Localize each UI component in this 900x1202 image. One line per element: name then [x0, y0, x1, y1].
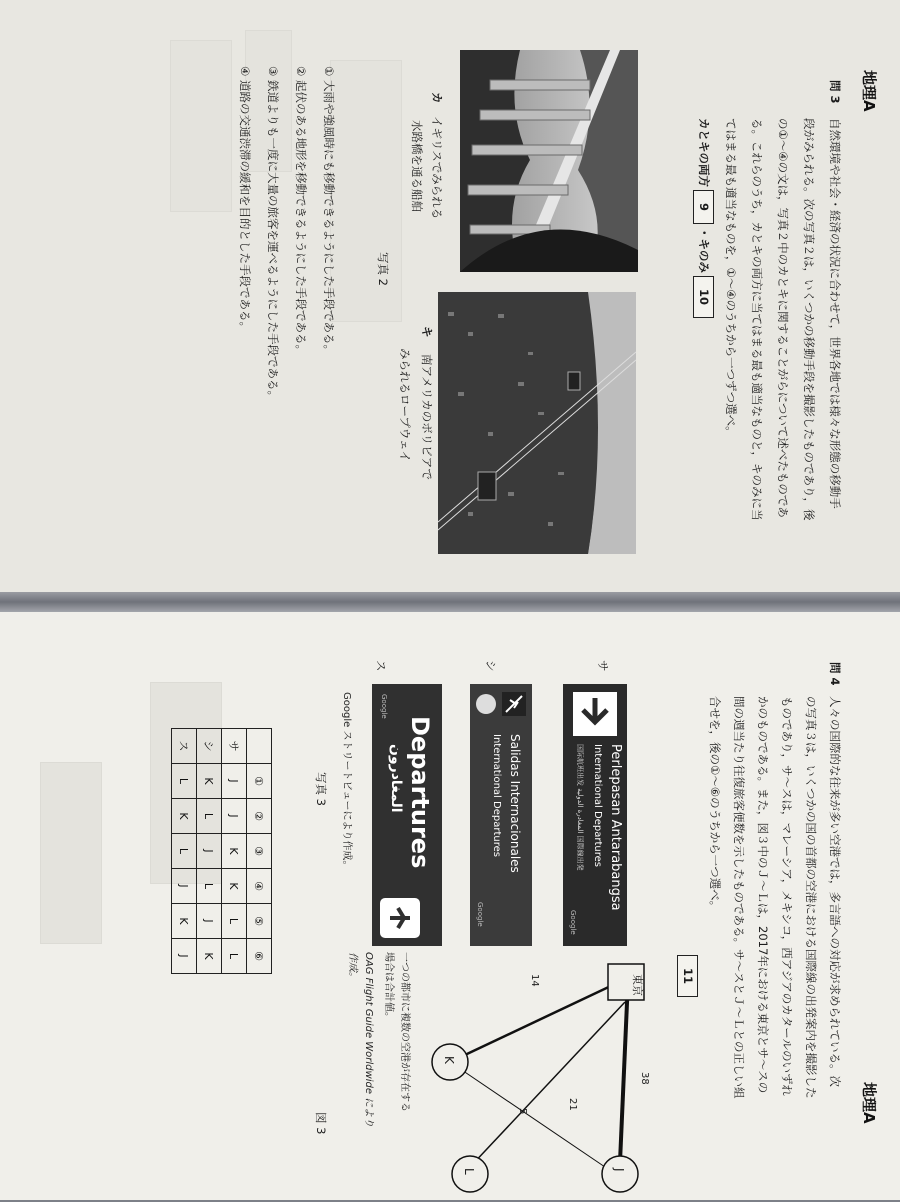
sign-sa-line-3: 国际航班出发 المغادرة الدولية 国際線出発 [576, 744, 584, 871]
answer-line-middle: ・キのみ [697, 227, 711, 274]
figure-note-2: 場合は合計値。 [383, 952, 394, 1022]
table-cell: K [172, 799, 197, 834]
table-row [172, 729, 197, 974]
node-L: L [462, 1168, 476, 1175]
question-line-4: かのものである。また，図３中のＪ～Ｌは，2017年における東京とサ～スの [756, 696, 770, 1094]
departure-sign-shi [470, 684, 532, 946]
option-4-text: 道路の交通渋滞の緩和を目的とした手段である。 [238, 79, 252, 333]
bleed-through-box [40, 762, 102, 944]
exam-page-top [0, 0, 900, 592]
answer-box-11[interactable]: 11 [677, 955, 698, 997]
question-line-1: 自然環境や社会・経済の状況に合わせて，世界各地では様々な形態の移動手 [828, 118, 842, 509]
question-label: 問 3 [828, 80, 842, 104]
table-cell: J [222, 799, 247, 834]
sign-label-sa: サ [596, 660, 610, 672]
question-line-1: 人々の国際的な往来が多い空港では，多言語への対応が求められている。次 [828, 696, 842, 1087]
answer-box-9[interactable]: 9 [693, 190, 714, 224]
page-header: 地理A [860, 70, 878, 112]
binding-gutter [0, 592, 900, 612]
table-cell: J [197, 904, 222, 939]
question-line-4: る。これらのうち，カとキの両方に当てはまる最も適当なものと，キのみに当 [750, 118, 764, 521]
route-network-figure [420, 962, 710, 1202]
table-header-cell [247, 729, 272, 764]
figure-label-photo-2: 写真 2 [376, 252, 390, 286]
figure-source-2: 作成。 [347, 952, 358, 982]
question-line-6: 合せを，後の①～⑥のうちから一つ選べ。 [708, 696, 722, 913]
option-3-number: ③ [266, 66, 280, 77]
question-line-2: 段がみられる。次の写真２は，いくつかの移動手段を撮影したものであり，後 [802, 118, 816, 521]
table-cell: L [172, 834, 197, 869]
sign-sa-line-2: International Departures [592, 744, 603, 867]
table-cell: J [197, 834, 222, 869]
sign-sa-watermark: Google [569, 910, 577, 935]
photo-ki-caption-1: 南アメリカのボリビアで [420, 354, 434, 481]
plane-icon [380, 898, 420, 938]
table-header-cell: ⑥ [247, 939, 272, 974]
table-header-cell: ④ [247, 869, 272, 904]
node-K: K [442, 1056, 456, 1064]
edge-K-J-count: 5 [517, 1108, 528, 1115]
question-line-2: の写真３は，いくつかの国の首都の空港における国際線の出発案内を撮影した [804, 696, 818, 1099]
question-line-3: ものであり，サ～スは，マレーシア，メキシコ，西アジアのカタールのいずれ [780, 696, 794, 1097]
node-tokyo: 東京 [631, 974, 644, 996]
table-cell: K [172, 904, 197, 939]
aqueduct-illustration [460, 50, 638, 272]
exam-page-bottom [0, 612, 900, 1200]
option-2-text: 起伏のある地形を移動できるようにした手段である。 [294, 79, 308, 356]
option-3[interactable] [263, 66, 282, 402]
node-J: J [612, 1168, 626, 1172]
table-cell: J [172, 939, 197, 974]
table-cell: J [172, 869, 197, 904]
sign-sa-line-1: Perlepasan Antarabangsa [608, 744, 623, 911]
photo-ka-marker: カ [430, 92, 444, 104]
table-cell: K [197, 764, 222, 799]
table-header-cell: ① [247, 764, 272, 799]
globe-icon [476, 694, 496, 714]
departure-sign-sa [563, 684, 627, 946]
question-line-3: の①～④の文は，写真２中のカとキに関することがらについて述べたものであ [776, 118, 790, 518]
table-cell: K [222, 834, 247, 869]
plane-icon [573, 692, 617, 736]
figure-label-photo-3: 写真 3 [314, 772, 328, 806]
sign-su-line-2: المغادرون [388, 744, 404, 813]
option-3-text: 鉄道よりも一度に大量の旅客を運べるようにした手段である。 [266, 79, 280, 402]
sign-shi-line-2: International Departures [491, 734, 502, 857]
table-cell: L [172, 764, 197, 799]
table-cell: L [197, 799, 222, 834]
photo-ki-caption-2: みられるロープウェイ [398, 348, 412, 462]
table-cell: L [197, 869, 222, 904]
page-header: 地理A [860, 1082, 878, 1124]
departure-sign-su [372, 684, 442, 946]
option-1-text: 大雨や強風時にも移動できるようにした手段である。 [322, 79, 336, 356]
answer-box-10[interactable]: 10 [693, 276, 714, 318]
answer-line [693, 118, 714, 321]
question-line-5: 間の週当たり往復旅客便数を示したものである。サ～スとＪ～Ｌとの正しい組 [732, 696, 746, 1099]
photo-ropeway [438, 292, 636, 554]
photo-ki-marker: キ [420, 326, 434, 338]
figure-source-1: OAG Flight Guide Worldwide により [363, 952, 374, 1128]
table-header-row [247, 729, 272, 974]
photo-credit: Google ストリートビューにより作成。 [341, 692, 352, 871]
option-4[interactable] [235, 66, 254, 333]
table-cell: サ [222, 729, 247, 764]
sign-su-line-1: Departures [406, 716, 434, 869]
photo-aqueduct [460, 50, 638, 272]
answer-table [171, 728, 272, 974]
table-cell: L [222, 904, 247, 939]
table-row [222, 729, 247, 974]
answer-line-prefix: カとキの両方 [697, 118, 711, 187]
table-header-cell: ⑤ [247, 904, 272, 939]
table-cell: J [222, 764, 247, 799]
edge-tokyo-J-count: 38 [639, 1072, 650, 1085]
sign-label-shi: シ [484, 660, 498, 672]
sign-su-watermark: Google [380, 694, 388, 719]
option-1[interactable] [319, 66, 338, 356]
ropeway-illustration [438, 292, 636, 554]
table-cell: シ [197, 729, 222, 764]
answer-table-wrap [171, 728, 272, 974]
question-line-5: てはまる最も適当なものを，①～④のうちから一つずつ選べ。 [724, 118, 738, 438]
edge-tokyo-L-count: 21 [567, 1098, 578, 1111]
table-cell: K [197, 939, 222, 974]
option-2-number: ② [294, 66, 308, 77]
question-label: 問 4 [828, 662, 842, 686]
sign-shi-line-1: Salidas Internacionales [508, 734, 522, 873]
photo-ka-caption-1: イギリスでみられる [430, 116, 444, 220]
option-4-number: ④ [238, 66, 252, 77]
table-cell: ス [172, 729, 197, 764]
table-cell: K [222, 869, 247, 904]
sign-label-su: ス [374, 660, 388, 672]
table-header-cell: ③ [247, 834, 272, 869]
table-row [197, 729, 222, 974]
table-header-cell: ② [247, 799, 272, 834]
bleed-through-box [170, 40, 232, 212]
photo-ka-caption-2: 水路橋を通る船舶 [410, 120, 424, 212]
plane-icon [502, 692, 526, 716]
option-2[interactable] [291, 66, 310, 356]
sign-shi-watermark: Google [476, 902, 484, 927]
figure-label-fig-3: 図 3 [314, 1112, 328, 1135]
table-cell: L [222, 939, 247, 974]
figure-note-1: 一つの都市に複数の空港が存在する [399, 952, 410, 1112]
edge-tokyo-K-count: 14 [529, 974, 540, 987]
option-1-number: ① [322, 66, 336, 77]
